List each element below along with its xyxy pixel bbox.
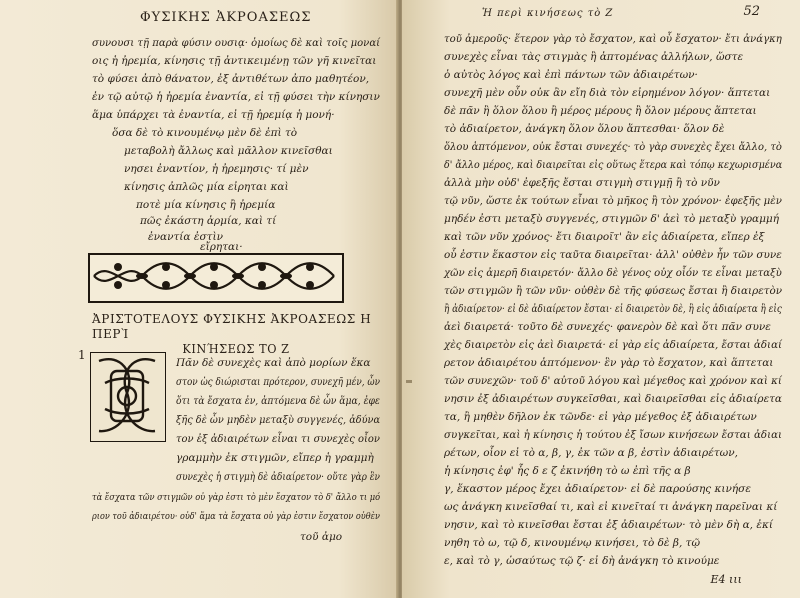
folio-number: 52 xyxy=(743,4,760,19)
text-line: ὁ αὐτὸς λόγος καὶ ἐπὶ πάντων τῶν ἀδιαιρέτων· xyxy=(444,69,698,81)
text-line: νησει ἐναντίον, ἡ ἠρεμησις· τί μὲν xyxy=(124,163,309,175)
text-line: τα, ἢ μηθὲν δῆλον ἐκ τῶνδε· εἰ γὰρ μέγεθος ἐξ ἀδιαιρέτων xyxy=(444,411,757,423)
right-page xyxy=(402,0,800,598)
text-line: νησιν ἐξ ἀδιαιρέτων συγκεῖσθαι, καὶ διαιρεῖσθαι εἰς ἀδιαίρετα xyxy=(444,393,782,405)
text-line: οις ἡ ἠρεμία, κίνησις τῇ ἀντικειμένῃ τῶν γῆ κινεῖται xyxy=(92,55,377,67)
margin-mark xyxy=(406,380,412,383)
title-line-1: ἈΡΙΣΤΟΤΕΛΟΥΣ ΦΥΣΙΚΗΣ ἈΚΡΟΑΣΕΩΣ Η ΠΕΡῚ xyxy=(92,312,372,341)
text-line: κίνησις ἀπλῶς μία εἰρηται καὶ xyxy=(124,181,289,193)
vine-ornament-icon xyxy=(90,255,338,297)
text-line: τὰ ἔσχατα τῶν στιγμῶν οὐ γὰρ ἐστι τὸ μὲν ἔσχατον τὸ δ' ἄλλο τι μό xyxy=(92,493,381,503)
left-page xyxy=(0,0,398,598)
text-line: νησιν, καὶ τὸ κινεῖσθαι ἔσται ἐξ ἀδιαιρέτων· τὸ μὲν δὴ α, ἐκί xyxy=(444,519,773,531)
text-line: στον ὡς διώρισται πρότερον, συνεχῆ μέν, ὧν xyxy=(176,376,381,388)
text-line: συνεχῆ μὲν οὖν οὐκ ἂν εἴη διὰ τὸν εἰρημένον λόγον· ἅπτεται xyxy=(444,87,771,99)
text-line: ρετον ἀδιαιρέτου ἁπτόμενον· ἓν γὰρ τὸ ἔσχατον, καὶ ἅπτεται xyxy=(444,357,774,369)
text-line: τοῦ ἀμο xyxy=(300,531,343,543)
text-line: ἐν τῷ αὐτῷ ἡ ἠρεμία ἐναντία, εἰ τῇ φύσει τὴν κίνησιν xyxy=(92,91,380,103)
text-line: ἡ κίνησις ἐφ' ἧς δ ε ζ ἐκινήθη τὸ ω ἐπὶ τῆς α β xyxy=(444,465,691,477)
text-line: ἐναντία ἐστὶν xyxy=(148,231,223,243)
text-line: ὅσα δὲ τὸ κινουμένῳ μὲν δὲ ἐπὶ τὸ xyxy=(112,127,298,139)
running-head-left: ΦΥΣΙΚΗΣ ἈΚΡΟΑΣΕΩΣ xyxy=(140,10,312,25)
text-line: γραμμὴν ἐκ στιγμῶν, εἴπερ ἡ γραμμὴ xyxy=(176,452,374,464)
text-line: συνεχὲς εἶναι τὰς στιγμὰς ἢ ἁπτομένας ἀλλήλων, ὥστε xyxy=(444,51,744,63)
text-line: δ' ἄλλο μέρος, καὶ διαιρεῖται εἰς οὕτως ἕτερα καὶ τόπῳ κεχωρισμένα xyxy=(444,159,783,171)
decorated-initial xyxy=(90,352,166,442)
text-line: ἀεὶ διαιρετά· τοῦτο δὲ συνεχές· φανερὸν δὲ καὶ ὅτι πᾶν συνε xyxy=(444,321,771,333)
text-line: ρέτων, οἷον εἰ τὸ α, β, γ, ἐκ τῶν α β, ἐστὶν ἀδιαιρέτων, xyxy=(444,447,738,459)
text-line: ξῆς δὲ ὧν μηδὲν μεταξὺ συγγενές, ἀδύνα xyxy=(176,414,381,426)
text-line: ἢ ἀδιαίρετον· εἰ δὲ ἀδιαίρετον ἔσται· εἰ διαιρετὸν δὲ, ἢ εἰς ἀδιαίρετα ἢ εἰς xyxy=(444,303,782,315)
text-line: γ, ἕκαστον μέρος ἔχει ἀδιαίρετον· εἰ δὲ παρούσης κινήσε xyxy=(444,483,751,495)
text-line: Πᾶν δὲ συνεχὲς καὶ ἀπὸ μορίων ἕκα xyxy=(176,357,371,369)
text-line: δὲ πᾶν ἢ ὅλον ὅλου ἢ μέρος μέρους ἢ ὅλον μέρους ἅπτεται xyxy=(444,105,757,117)
text-line: εἴρηται· xyxy=(200,241,243,253)
title-line-2: ΚΙΝΉΣΕΩΣ ΤΟ Ζ xyxy=(182,342,290,356)
text-line: μηδέν ἐστι μεταξὺ συγγενές, στιγμῶν δ' ἀεὶ τὸ μεταξὺ γραμμή xyxy=(444,213,780,225)
text-line: μεταβολὴ ἄλλως καὶ μᾶλλον κινεῖσθαι xyxy=(124,145,333,157)
decorative-headpiece xyxy=(88,253,344,303)
text-line: τὸ ἀδιαίρετον, ἀνάγκη ὅλον ὅλου ἅπτεσθαι· ὅλον δὲ xyxy=(444,123,725,135)
text-line: οὗ ἐστιν ἕκαστον εἰς ταῦτα διαιρεῖται· ἀλλ' οὐθὲν ἦν τῶν συνε xyxy=(444,249,782,261)
signature-mark: E4 ιιι xyxy=(710,573,742,586)
text-line: καὶ τῶν νῦν χρόνος· ἔτι διαιροῖτ' ἂν εἰς ἀδιαίρετα, εἴπερ ἐξ xyxy=(444,231,765,243)
text-line: τῶν συνεχῶν· τοῦ δ' αὐτοῦ λόγου καὶ μέγεθος καὶ χρόνον καὶ κί xyxy=(444,375,782,387)
text-line: ποτὲ μία κίνησις ἢ ἠρεμία xyxy=(136,199,276,211)
text-line: ε, καὶ τὸ γ, ὡσαύτως τῷ ζ· εἰ δὴ ἀνάγκη τὸ κινούμε xyxy=(444,555,720,567)
text-line: τὸ φύσει ἀπὸ θάνατον, ἐξ ἀντιθέτων ἀπο μαθητέον, xyxy=(92,73,370,85)
text-line: χὲς διαιρετὸν εἰς ἀεὶ διαιρετά· εἰ γὰρ εἰς ἀδιαίρετα, ἔσται ἀδιαί xyxy=(444,339,783,351)
text-line: ὅτι τὰ ἔσχατα ἐν, ἁπτόμενα δὲ ὧν ἅμα, ἐφε xyxy=(176,395,380,407)
text-line: ἀλλὰ μὴν οὐδ' ἐφεξῆς ἔσται στιγμὴ στιγμῇ ἢ τὸ νῦν xyxy=(444,177,720,189)
text-line: τῷ νῦν, ὥστε ἐκ τούτων εἶναι τὸ μῆκος ἢ τὸν χρόνον· ἐφεξῆς μὲν xyxy=(444,195,782,207)
text-line: ριον τοῦ ἀδιαιρέτου· οὐδ' ἅμα τὰ ἔσχατα οὐ γὰρ ἐστιν ἔσχατον οὐθὲν xyxy=(92,512,380,522)
text-line: συγκεῖται, καὶ ἡ κίνησις ἡ τούτου ἐξ ἴσων κινήσεων ἔσται ἀδιαι xyxy=(444,429,783,441)
book-title xyxy=(92,312,398,357)
running-head-right: Ἡ περὶ κινήσεως τὸ Ζ xyxy=(482,8,614,19)
text-line: ἅμα ὑπάρχει τὰ ἐναντία, εἰ τῇ ἠρεμίᾳ ἡ μονή· xyxy=(92,109,335,121)
text-line: τῶν στιγμῶν ἢ τῶν νῦν· οὐθὲν δὲ τῆς φύσεως ἔσται ἢ διαιρετὸν xyxy=(444,285,783,297)
section-marker: 1 xyxy=(78,348,86,362)
text-line: χῶν εἰς ἀμερῆ διαιρετόν· ἄλλο δὲ γένος οὐχ οἷόν τε εἶναι μεταξὺ xyxy=(444,267,782,279)
text-line: τον ἐξ ἀδιαιρέτων εἶναι τι συνεχὲς οἷον xyxy=(176,433,380,445)
text-line: πῶς ἐκάστη ἁρμία, καὶ τί xyxy=(140,215,277,227)
text-line: ὅλου ἁπτόμενον, οὐκ ἔσται συνεχές· τὸ γὰρ συνεχὲς ἔχει ἄλλο, τὸ xyxy=(444,141,782,153)
text-line: συνεχὲς ἡ στιγμὴ δὲ ἀδιαίρετον· οὔτε γὰρ ἓν xyxy=(176,471,380,483)
text-line: νηθη τὸ ω, τῷ δ, κινουμένῳ κινήσει, τὸ δὲ β, τῷ xyxy=(444,537,701,549)
knotwork-initial-icon xyxy=(91,353,163,439)
text-line: συνουσι τῇ παρὰ φύσιν ουσιᾳ· ὁμοίως δὲ καὶ τοῖς μοναί xyxy=(92,37,381,49)
text-line: τοῦ ἀμεροῦς· ἕτερον γὰρ τὸ ἔσχατον, καὶ οὗ ἔσχατον· ἔτι ἀνάγκη xyxy=(444,33,782,45)
text-line: ως ἀνάγκη κινεῖσθαί τι, καὶ εἰ κινεῖταί τι ἀνάγκη παρεῖναι κί xyxy=(444,501,778,513)
